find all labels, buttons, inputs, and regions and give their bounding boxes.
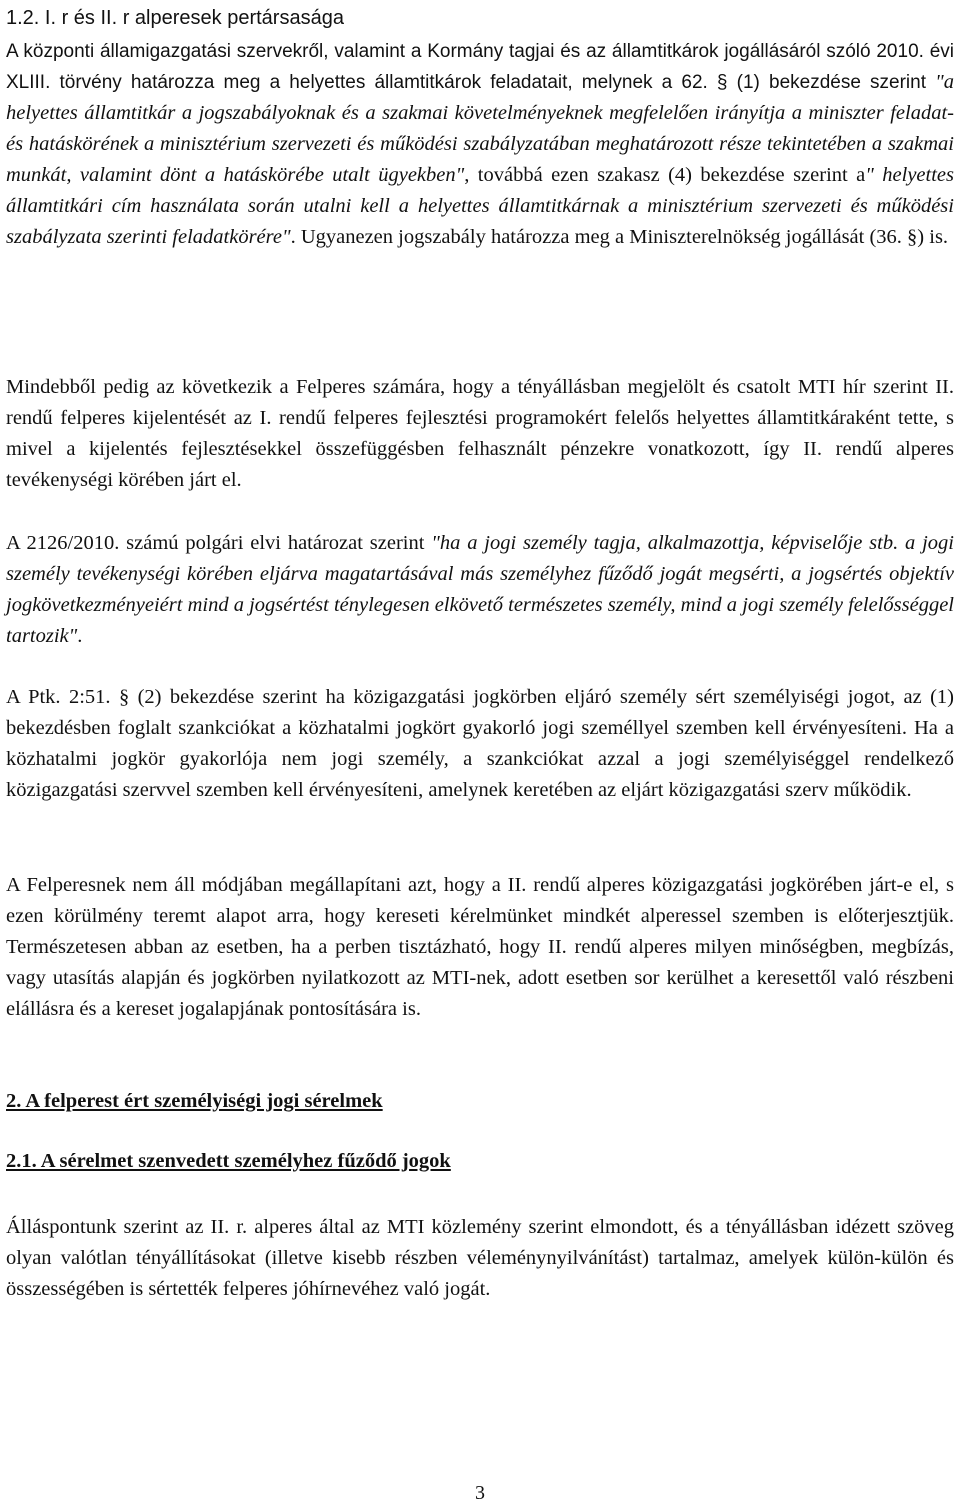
paragraph-opinion: Álláspontunk szerint az II. r. alperes által az MTI közlemény szerint elmondott, és a tényállásban idézett szöveg olyan valótlan tényállításokat (illetve kisebb részben véleménynyilvánítást) tartalmaz, amelyek külön-külön és összességében is sértették felperes jóhírnevéhez való jogát. — [6, 1216, 954, 1300]
paragraph-conclusion: Mindebből pedig az következik a Felperes számára, hogy a tényállásban megjelölt és csatolt MTI hír szerint II. rendű felperes kijelentését az I. rendű felperes fejlesztési programokért felelős helyettes államtitkáraként tette, s mivel a kijelentés fejlesztésekkel összefüggésben felhasznált pénzekre vonatkozott, így II. rendű alperes tevékenységi körében járt el. — [6, 376, 954, 491]
quote-text: "ha a jogi személy tagja, alkalmazottja, képviselője stb. a jogi személy tevékenységi körében eljárva magatartásával más személyhez fűződő jogát megsérti, a jogsértés objektív jogkövetkezményeiért mind a jogsértést ténylegesen elkövető természetes személy, mind a jogi személy felelősséggel tartozik" — [6, 532, 955, 647]
quote-text: "a helyettes államtitkár a jogszabályoknak és a szakmai követelményeknek megfelelően irányítja a miniszter feladat- és hatáskörének a minisztérium szervezeti és működési szabályzatában meghatározott része tekintetében a szakmai munkát, valamint dönt a hatáskörébe utalt ügyekben" — [6, 71, 954, 186]
section-heading-1-2: 1.2. I. r és II. r alperesek pertársasága — [6, 7, 344, 29]
paragraph-legal-basis — [6, 36, 954, 253]
paragraph-text: , továbbá ezen szakasz (4) bekezdése szerint a — [464, 164, 866, 186]
paragraph-court-ruling — [6, 528, 954, 652]
paragraph-text: A központi államigazgatási szervekről, valamint a Kormány tagjai és az államtitkárok jogállásáról szóló 2010. évi XLIII. törvény határozza meg a helyettes államtitkárok feladatait, melynek a 62. § (1) bekezdése szerint — [6, 41, 954, 93]
paragraph-text: . Ugyanezen jogszabály határozza meg a Miniszterelnökség jogállását (36. §) is. — [290, 226, 949, 248]
quote-text: " helyettes államtitkári cím használata során utalni kell a helyettes államtitkárnak a minisztérium szervezeti és működési szabályzata szerinti feladatkörére" — [6, 164, 954, 248]
paragraph-text: A 2126/2010. számú polgári elvi határozat szerint — [6, 532, 432, 554]
section-heading-2: 2. A felperest ért személyiségi jogi sérelmek — [6, 1090, 383, 1112]
page-number: 3 — [475, 1482, 485, 1504]
paragraph-ptk: A Ptk. 2:51. § (2) bekezdése szerint ha közigazgatási jogkörben eljáró személy sért személyiségi jogot, az (1) bekezdésben foglalt szankciókat a közhatalmi jogkört gyakorló jogi személlyel szemben kell érvényesíteni. Ha a közhatalmi jogkör gyakorlója nem jogi személy, a szankciókat azzal a jogi személyiséggel rendelkező közigazgatási szervvel szemben kell érvényesíteni, amelynek keretében az eljárt közigazgatási szerv működik. — [6, 686, 954, 801]
paragraph-plaintiff: A Felperesnek nem áll módjában megállapítani azt, hogy a II. rendű alperes közigazgatási jogkörében járt-e el, s ezen körülmény teremt alapot arra, hogy kereseti kérelmünket mindkét alperessel szemben is előterjesztjük. Természetesen abban az esetben, ha a perben tisztázható, hogy II. rendű alperes milyen minőségben, megbízás, vagy utasítás alapján és jogkörben nyilatkozott az MTI-nek, adott esetben sor kerülhet a keresettől való részbeni elállásra és a kereset jogalapjának pontosítására is. — [6, 874, 954, 1020]
section-heading-2-1: 2.1. A sérelmet szenvedett személyhez fűződő jogok — [6, 1150, 451, 1172]
paragraph-text: . — [77, 625, 83, 647]
